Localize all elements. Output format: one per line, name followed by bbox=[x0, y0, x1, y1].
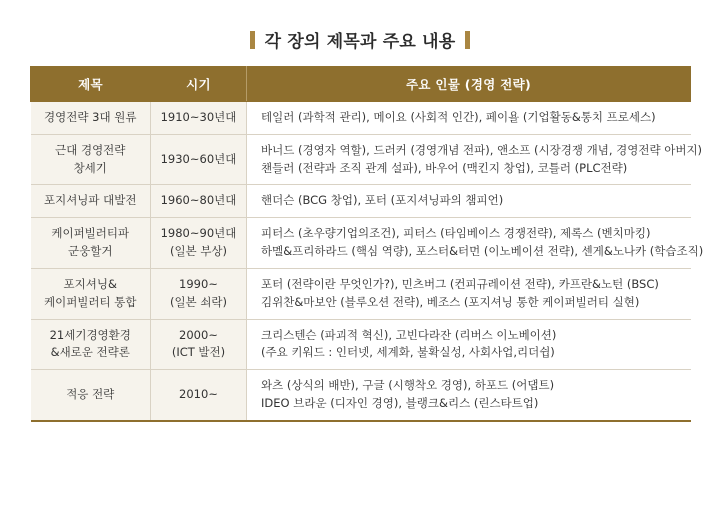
cell-era-line: (일본 쇠락) bbox=[169, 294, 228, 309]
cell-people-line: 하멜&프리하라드 (핵심 역량), 포스터&터먼 (이노베이션 전략), 센게&노나카 (학습조직) bbox=[261, 244, 704, 259]
cell-title-line: &새로운 전략론 bbox=[50, 345, 130, 360]
cell-title-line: 근대 경영전략 bbox=[55, 142, 126, 157]
cell-era-line: 2010~ bbox=[179, 387, 218, 402]
cell-people-line: 테일러 (과학적 관리), 메이요 (사회적 인간), 페이욜 (기업활동&통치 프로세스) bbox=[261, 110, 656, 124]
cell-title-line: 창세기 bbox=[73, 160, 107, 175]
cell-people-line: (주요 키워드 : 인터넷, 세계화, 불확실성, 사회사업,리더쉽) bbox=[261, 345, 555, 360]
column-header-people: 주요 인물 (경영 전략) bbox=[247, 67, 691, 102]
cell-people bbox=[247, 268, 691, 319]
cell-era-line: (ICT 발전) bbox=[171, 345, 226, 360]
column-header-era: 시기 bbox=[151, 67, 247, 102]
cell-title bbox=[31, 134, 151, 185]
cell-era bbox=[151, 185, 247, 218]
cell-people bbox=[247, 102, 691, 135]
column-header-title: 제목 bbox=[31, 67, 151, 102]
cell-era bbox=[151, 268, 247, 319]
cell-people bbox=[247, 185, 691, 218]
cell-title-line: 경영전략 3대 원류 bbox=[44, 110, 137, 124]
cell-title-line: 군웅할거 bbox=[68, 244, 113, 259]
cell-people-line: 크리스텐슨 (파괴적 혁신), 고빈다라잔 (리버스 이노베이션) bbox=[261, 327, 557, 342]
cell-title bbox=[31, 319, 151, 370]
table-row bbox=[31, 218, 691, 269]
table-header-row bbox=[31, 67, 691, 102]
table-row bbox=[31, 185, 691, 218]
cell-people bbox=[247, 218, 704, 269]
cell-era-line: 1960~80년대 bbox=[160, 193, 237, 208]
cell-people-line: 챈들러 (전략과 조직 관계 설파), 바우어 (맥킨지 창업), 코틀러 (PLC전략) bbox=[261, 160, 628, 175]
cell-title-line: 케이퍼빌러티파 bbox=[51, 226, 130, 241]
cell-title-line: 포지셔닝& bbox=[63, 276, 117, 291]
cell-era bbox=[151, 134, 247, 185]
table-row bbox=[31, 134, 691, 185]
cell-era-line: 1930~60년대 bbox=[160, 151, 237, 166]
cell-people-line: 포터 (전략이란 무엇인가?), 민츠버그 (컨피규레이션 전략), 카프란&노턴 (BSC) bbox=[261, 276, 659, 291]
cell-title bbox=[31, 102, 151, 135]
cell-title-line: 21세기경영환경 bbox=[49, 327, 131, 342]
cell-era bbox=[151, 218, 247, 269]
cell-era-line: 1990~ bbox=[179, 276, 218, 291]
cell-era-line: 1910~30년대 bbox=[160, 110, 237, 124]
page-title-text: 각 장의 제목과 주요 내용 bbox=[264, 32, 456, 52]
cell-people-line: 핸더슨 (BCG 창업), 포터 (포지셔닝파의 챔피언) bbox=[261, 193, 504, 208]
table-row bbox=[31, 102, 691, 135]
cell-people-line: IDEO 브라운 (디자인 경영), 블랭크&리스 (린스타트업) bbox=[261, 395, 539, 410]
cell-title bbox=[31, 185, 151, 218]
cell-title-line: 포지셔닝파 대발전 bbox=[43, 193, 137, 208]
page-title bbox=[0, 0, 720, 66]
cell-era-line: (일본 부상) bbox=[169, 244, 228, 259]
table-body bbox=[31, 102, 704, 421]
table-row bbox=[31, 370, 691, 421]
cell-people-line: 와츠 (상식의 배반), 구글 (시행착오 경영), 하포드 (어댑트) bbox=[261, 378, 555, 393]
title-accent-bar-right bbox=[465, 31, 470, 49]
table-row bbox=[31, 268, 691, 319]
table-container bbox=[30, 66, 704, 422]
cell-people bbox=[247, 370, 691, 421]
cell-title-line: 적응 전략 bbox=[66, 387, 115, 402]
cell-era bbox=[151, 102, 247, 135]
cell-era bbox=[151, 370, 247, 421]
cell-people bbox=[247, 319, 691, 370]
cell-people-line: 바너드 (경영자 역할), 드러커 (경영개념 전파), 앤소프 (시장경쟁 개념, 경영전략 아버지) bbox=[261, 142, 703, 157]
cell-people bbox=[247, 134, 703, 185]
title-accent-bar-left bbox=[250, 31, 255, 49]
cell-era-line: 1980~90년대 bbox=[160, 226, 237, 241]
cell-people-line: 피터스 (초우량기업의조건), 피터스 (타임베이스 경쟁전략), 제록스 (벤치마킹) bbox=[261, 226, 651, 241]
cell-title-line: 케이퍼빌러티 통합 bbox=[43, 294, 137, 309]
cell-title bbox=[31, 218, 151, 269]
cell-era-line: 2000~ bbox=[179, 327, 218, 342]
cell-era bbox=[151, 319, 247, 370]
content-table bbox=[30, 66, 704, 422]
cell-title bbox=[31, 268, 151, 319]
cell-title bbox=[31, 370, 151, 421]
cell-people-line: 김위찬&마보안 (블루오션 전략), 베조스 (포지셔닝 통한 케이퍼빌러티 실현) bbox=[261, 294, 640, 309]
table-row bbox=[31, 319, 691, 370]
